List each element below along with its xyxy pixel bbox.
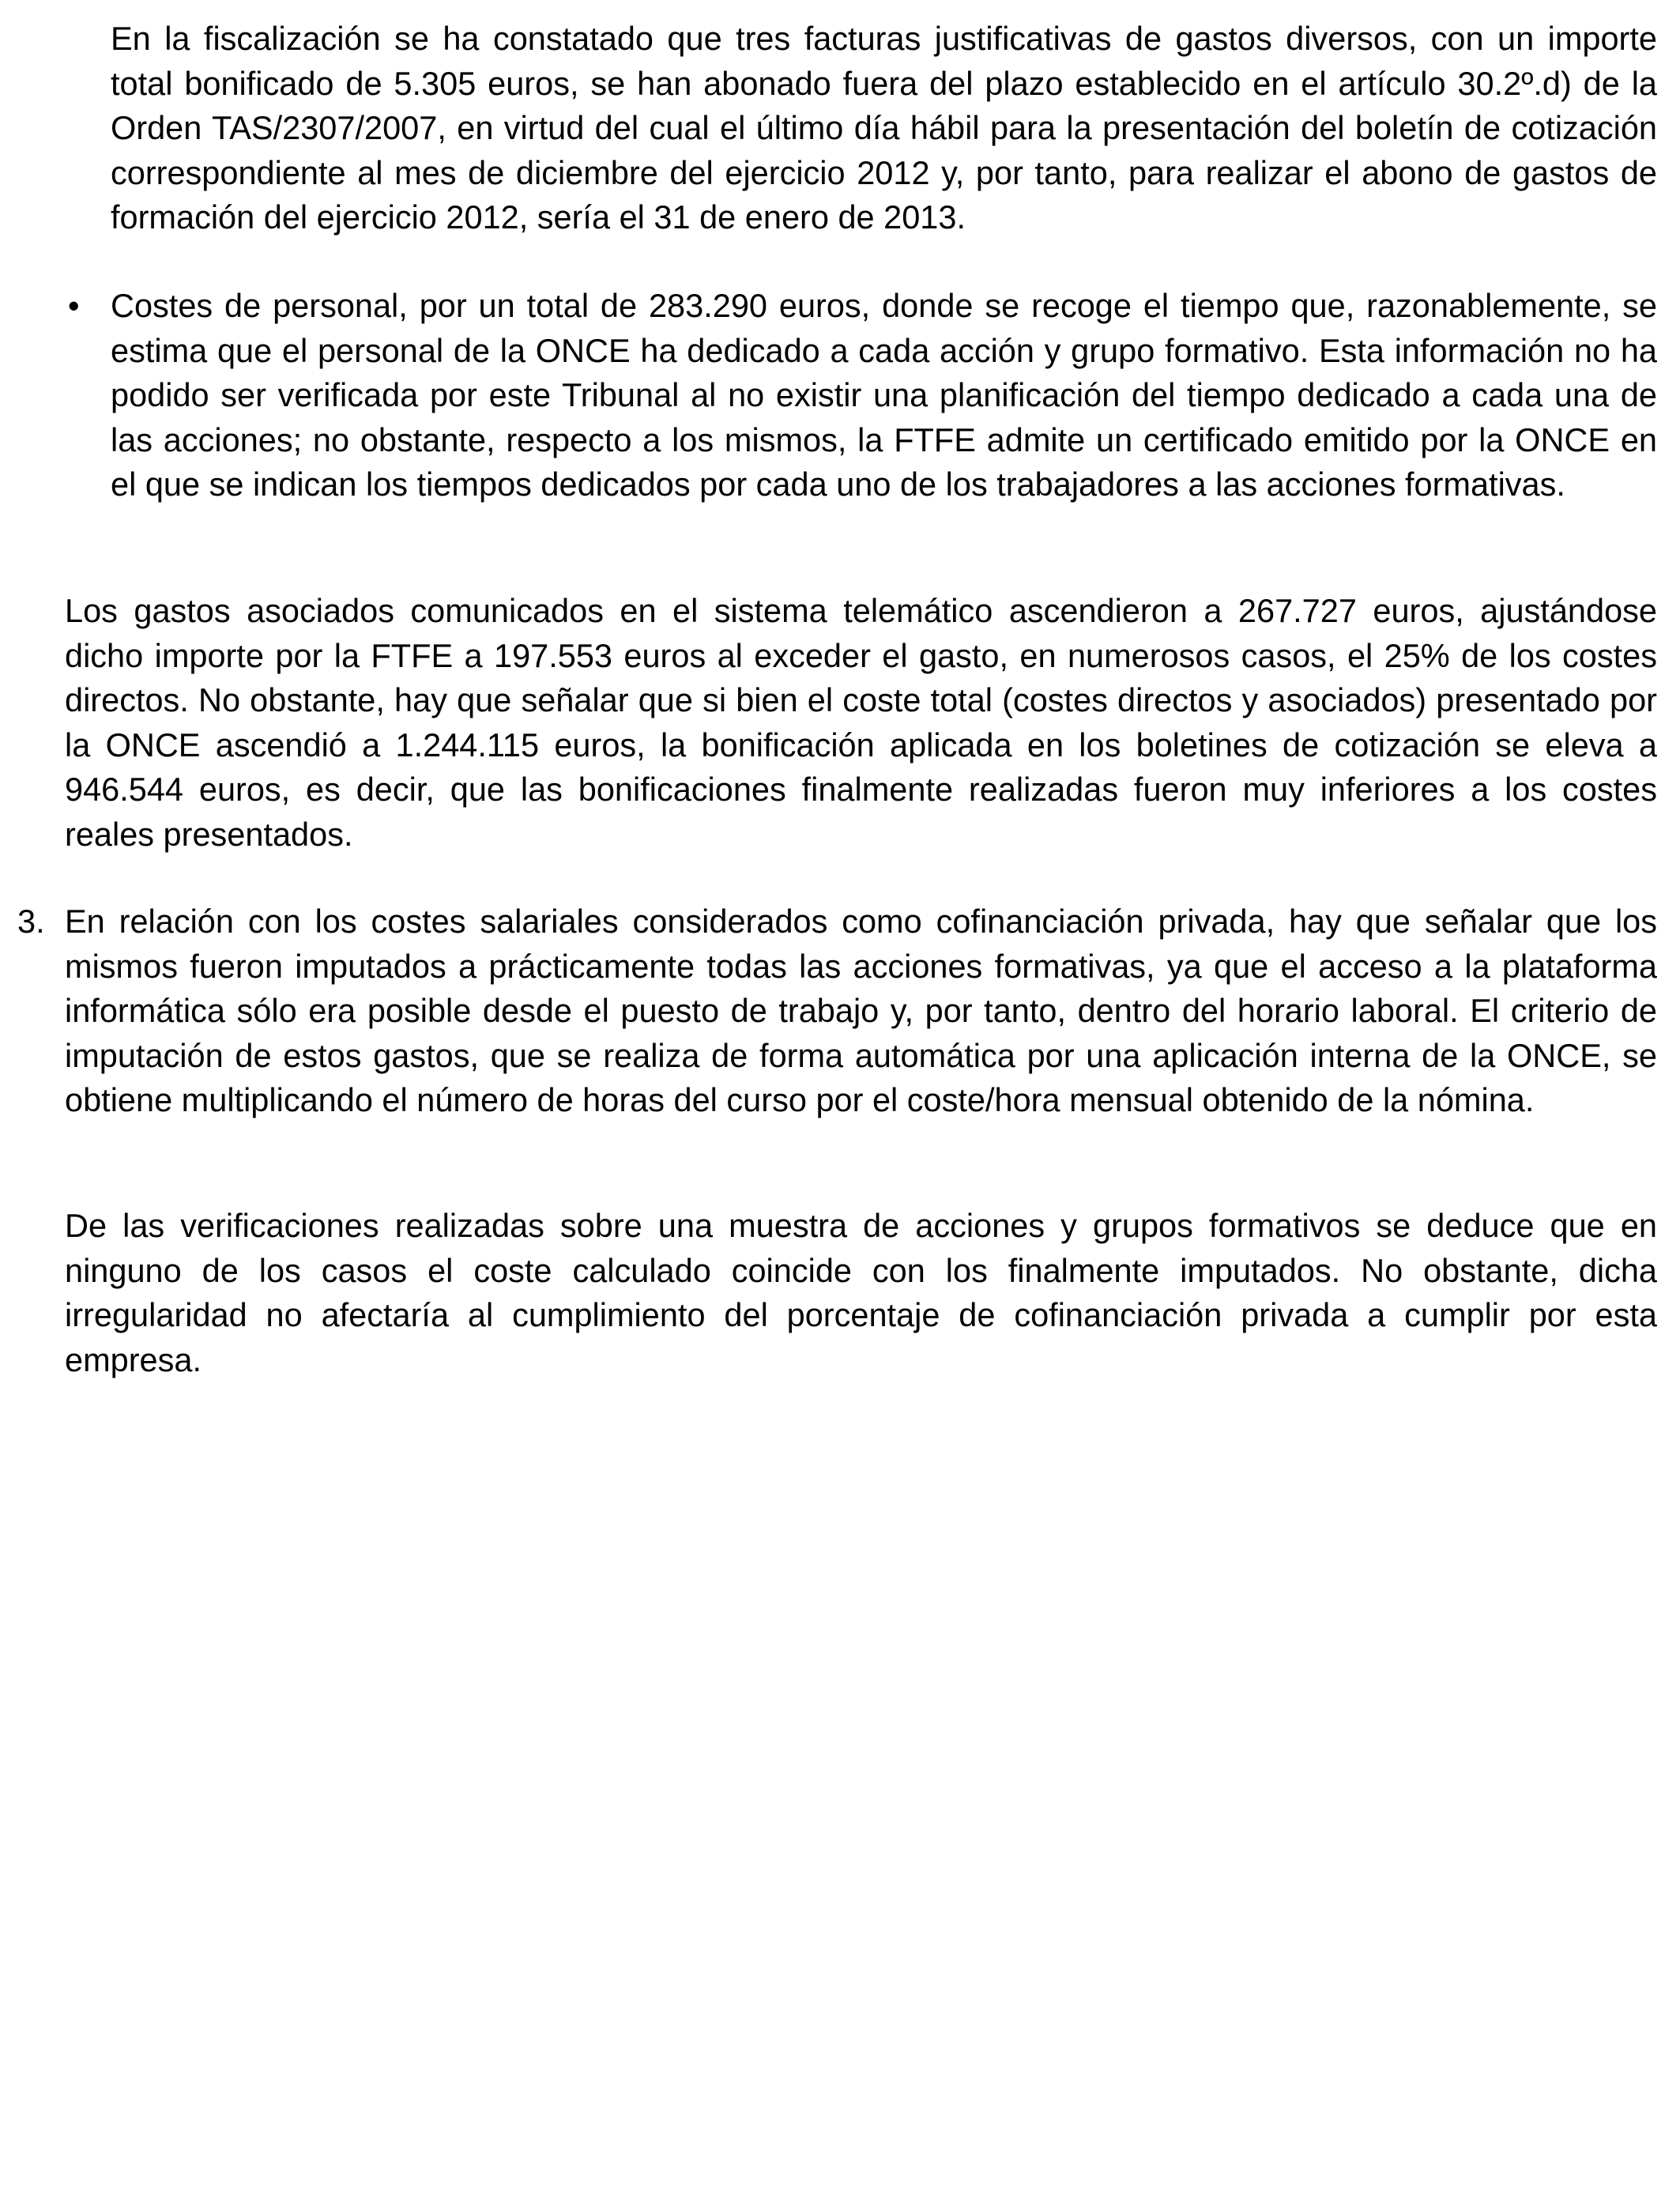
paragraph-invoices: En la fiscalización se ha constatado que tres facturas justificativas de gastos diversos, con un importe total bonificado de 5.305 euros, se han abonado fuera del plazo establecido en el artículo 30.2º.d) de la Orden TAS/2307/2007, en virtud del cual el último día hábil para la presentación del boletín de cotización correspondiente al mes de diciembre del ejercicio 2012 y, por tanto, para realizar el abono de gastos de formación del ejercicio 2012, sería el 31 de enero de 2013. xyxy=(111,20,1657,236)
paragraph-verifications: De las verificaciones realizadas sobre una muestra de acciones y grupos formativos se deduce que en ninguno de los casos el coste calculado coincide con los finalmente imputados. No obstante, dicha irregularidad no afectaría al cumplimiento del porcentaje de cofinanciación privada a cumplir por esta empresa. xyxy=(65,1207,1657,1378)
paragraph-associated-costs: Los gastos asociados comunicados en el sistema telemático ascendieron a 267.727 euros, ajustándose dicho importe por la FTFE a 197.553 euros al exceder el gasto, en numerosos casos, el 25% de los costes directos. No obstante, hay que señalar que si bien el coste total (costes directos y asociados) presentado por la ONCE ascendió a 1.244.115 euros, la bonificación aplicada en los boletines de cotización se eleva a 946.544 euros, es decir, que las bonificaciones finalmente realizadas fueron muy inferiores a los costes reales presentados. xyxy=(65,592,1657,853)
bullet-icon: • xyxy=(68,287,80,324)
bullet-personnel-costs: Costes de personal, por un total de 283.290 euros, donde se recoge el tiempo que, razonablemente, se estima que el personal de la ONCE ha dedicado a cada acción y grupo formativo. Esta información no ha podido ser verificada por este Tribunal al no existir una planificación del tiempo dedicado a cada una de las acciones; no obstante, respecto a los mismos, la FTFE admite un certificado emitido por la ONCE en el que se indican los tiempos dedicados por cada uno de los trabajadores a las acciones formativas. xyxy=(111,287,1657,503)
list-number-3: 3. xyxy=(17,903,45,940)
item-3-salary-costs: En relación con los costes salariales considerados como cofinanciación privada, hay que señalar que los mismos fueron imputados a prácticamente todas las acciones formativas, ya que el acceso a la plataforma informática sólo era posible desde el puesto de trabajo y, por tanto, dentro del horario laboral. El criterio de imputación de estos gastos, que se realiza de forma automática por una aplicación interna de la ONCE, se obtiene multiplicando el número de horas del curso por el coste/hora mensual obtenido de la nómina. xyxy=(65,903,1657,1118)
